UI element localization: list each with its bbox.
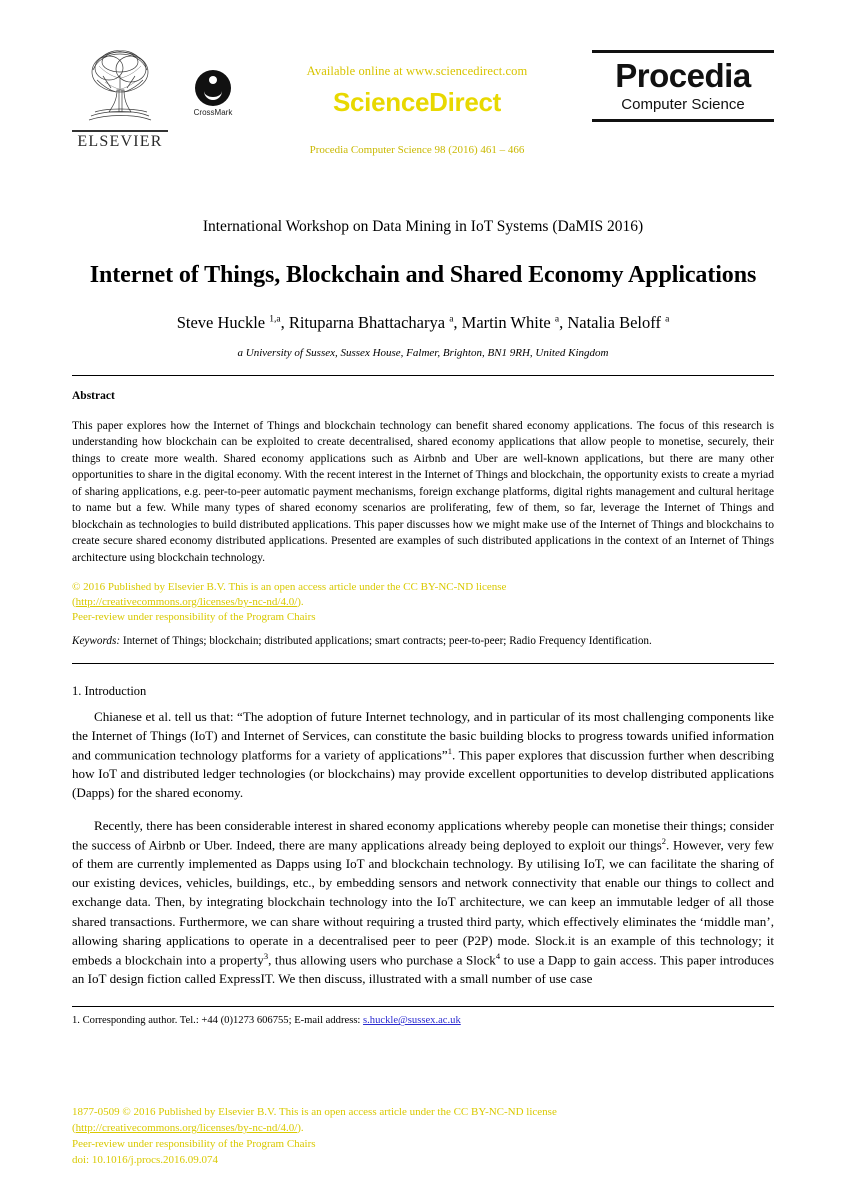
crossmark-badge[interactable] (182, 70, 244, 117)
paper-page (0, 42, 846, 1197)
bottom-license-line-1: 1877-0509 © 2016 Published by Elsevier B.V. This is an open access article under the CC BY-NC-ND license (72, 1106, 557, 1119)
divider-bottom (72, 663, 774, 664)
procedia-title: Procedia (615, 57, 751, 94)
doi-line: doi: 10.1016/j.procs.2016.09.074 (72, 1154, 219, 1167)
body-paragraph-2: Recently, there has been considerable interest in shared economy applications whereby people can monetise their things; consider the success of Airbnb or Uber. Indeed, there are many applications already being deployed to exploit our things$^2$. However, very few of them are currently implemented as Dapps using IoT and blockchain technology. By utilising IoT, we can facilitate the sharing of our existing devices, vehicles, buildings, etc., by embedding sensors and network connectivity that enable our things to collect and exchange data. Then, by integrating blockchain technology into the IoT architecture, we can keep an immutable ledger of all those shared transactions. Furthermore, we can share without requiring a trusted third party, which effectively eliminates the ‘middle man’, allowing sharing applications to operate in a decentralised peer to peer (P2P) mode. Slock.it is an example of this technology; it embeds a blockchain into a property$^3$, thus allowing users who purchase a Slock$^4$ to use a Dapp to gain access. This paper introduces an IoT design fiction called ExpressIT. We then discuss, illustrated with a small number of use case (72, 817, 774, 987)
workshop-name: International Workshop on Data Mining in IoT Systems (DaMIS 2016) (202, 218, 644, 235)
footnote-divider (72, 1006, 774, 1007)
crossmark-label: CrossMark (193, 108, 233, 117)
bottom-license-url-link[interactable]: http://creativecommons.org/licenses/by-nc-nd/4.0/ (75, 1122, 298, 1135)
bottom-license-block (72, 1105, 774, 1169)
sciencedirect-available-line: Available online at www.sciencedirect.com (306, 64, 528, 78)
keywords-label: Keywords: (72, 634, 121, 647)
keywords (72, 635, 774, 647)
elsevier-wordmark: ELSEVIER (72, 130, 168, 151)
license-url-link[interactable]: http://creativecommons.org/licenses/by-nc-nd/4.0/ (75, 595, 298, 608)
elsevier-logo (72, 46, 168, 151)
elsevier-tree-icon (83, 46, 157, 128)
license-paren-close: ). (297, 595, 304, 608)
journal-header (72, 42, 774, 172)
section-heading-introduction: 1. Introduction (72, 683, 147, 698)
footnote-text: 1. Corresponding author. Tel.: +44 (0)1273 606755; E-mail address: (72, 1015, 364, 1027)
sciencedirect-block (252, 64, 582, 156)
divider-top (72, 375, 774, 376)
abstract-heading: Abstract (72, 390, 115, 402)
procedia-subtitle: Computer Science (621, 95, 745, 113)
license-line-2 (72, 595, 774, 610)
procedia-logo (592, 50, 774, 122)
footnote-email-link[interactable]: s.huckle@sussex.ac.uk (363, 1015, 461, 1027)
sciencedirect-science-text: Science (332, 87, 430, 117)
bottom-license-line-2 (72, 1121, 774, 1137)
license-line-1: © 2016 Published by Elsevier B.V. This is an open access article under the CC BY-NC-ND license (72, 581, 507, 594)
journal-citation-line: Procedia Computer Science 98 (2016) 461 – 466 (309, 144, 525, 156)
peer-review-line: Peer-review under responsibility of the Program Chairs (72, 610, 316, 623)
sciencedirect-direct-text: Direct (429, 87, 502, 117)
author-list: Steve Huckle $^{1,a}$, Rituparna Bhattacharya $^a$, Martin White $^a$, Natalia Beloff $^a$ (176, 313, 670, 332)
affiliation: a University of Sussex, Sussex House, Falmer, Brighton, BN1 9RH, United Kingdom (237, 347, 609, 359)
page-title: Internet of Things, Blockchain and Shared Economy Applications (89, 262, 757, 288)
license-paren-open: ( (72, 595, 76, 608)
bottom-paren-close: ). (297, 1122, 304, 1135)
bottom-paren-open: ( (72, 1122, 76, 1135)
license-notice-top (72, 580, 774, 625)
body-paragraph-1: Chianese et al. tell us that: “The adoption of future Internet technology, and in particular of its most challenging components like the Internet of Things (IoT) and Internet of Services, can constitute the basic building blocks to progress towards unified information and communication technology platforms for a variety of applications”$^1$. This paper explores that discussion further when describing how IoT and distributed ledger technologies (or blockchains) may provide excellent opportunities to develop distributed applications (Dapps) for the shared economy. (72, 708, 774, 801)
sciencedirect-logo[interactable] (252, 87, 582, 118)
keywords-text: Internet of Things; blockchain; distributed applications; smart contracts; peer-to-peer; Radio Frequency Identification. (122, 634, 652, 647)
footnote (72, 1015, 774, 1026)
bottom-peer-review-line: Peer-review under responsibility of the Program Chairs (72, 1138, 316, 1151)
crossmark-icon (195, 70, 231, 106)
abstract-text: This paper explores how the Internet of Things and blockchain technology can benefit shared economy applications. The focus of this research is understanding how blockchain can be exploited to create decentralised, shared economy applications that allow people to monetise, securely, their things to create more wealth. Shared economy applications such as Airbnb and Uber are well-known applications, but there are many other opportunities to share in the digital economy. With the recent interest in the Internet of Things and blockchain, the opportunity exists to create a myriad of sharing applications, e.g. peer-to-peer automatic payment mechanisms, foreign exchange platforms, digital rights management and cultural heritage to name but a few. While many types of shared economy scenarios are proliferating, few of them, so far, leverage the Internet of Things and blockchain as technologies to build distributed applications. This paper discusses how we might make use of the Internet of Things and blockchains to create secure shared economy distributed applications. Presented are examples of such distributed applications in the context of an Internet of Things architecture using blockchain technology. (72, 419, 774, 564)
